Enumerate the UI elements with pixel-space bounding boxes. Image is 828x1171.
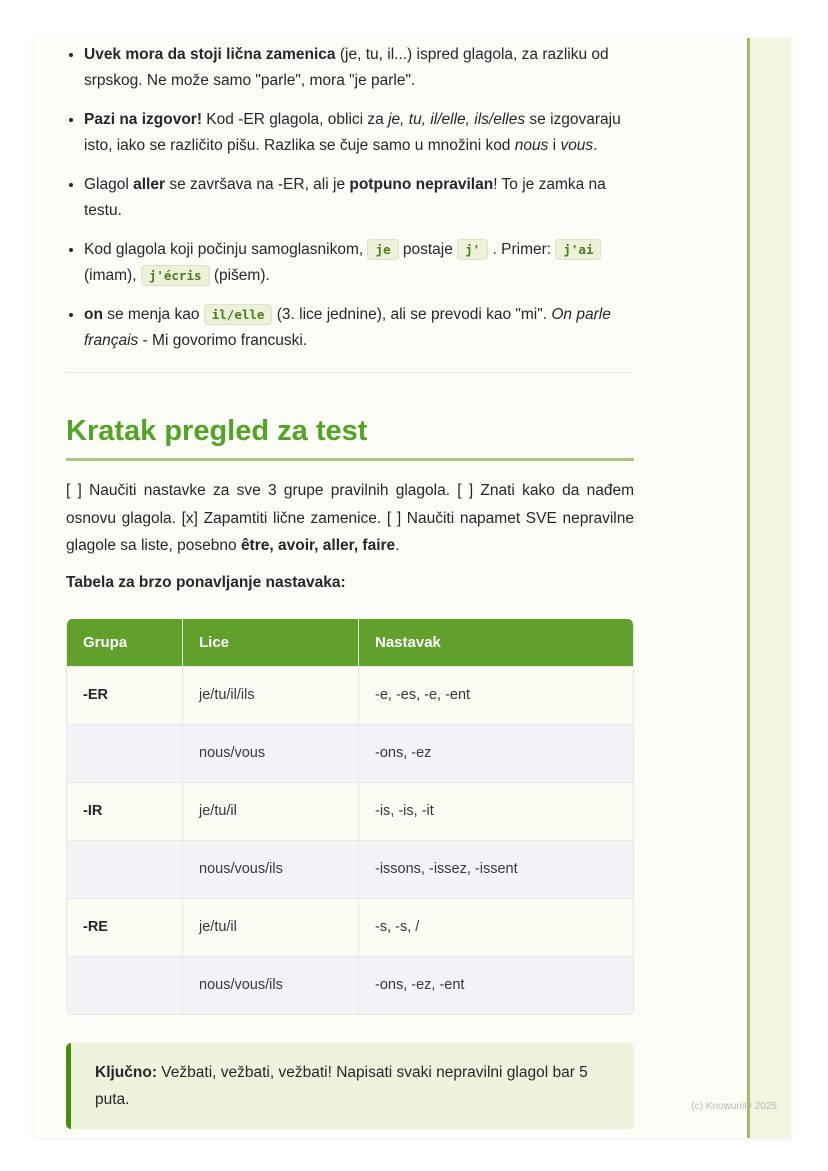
text-segment: [ ] Naučiti nastavke za sve 3 grupe pravilnih glagola. [ ] Znati kako da nađem osnovu glagola. [x] Zapamtiti lične zamenice. [ ] Naučiti napamet SVE nepravilne glagole sa liste, posebno	[66, 482, 634, 554]
text-segment: postaje	[398, 241, 458, 258]
cell-ending: -s, -s, /	[359, 898, 633, 956]
cell-group	[67, 840, 183, 898]
text-segment: ! To je zamka na testu.	[84, 176, 606, 219]
inline-code: il/elle	[204, 304, 273, 325]
cell-person: je/tu/il/ils	[183, 666, 359, 724]
endings-table-wrap	[66, 619, 634, 1015]
text-segment: Kod -ER glagola, oblici za	[202, 111, 389, 128]
cell-person: nous/vous/ils	[183, 840, 359, 898]
text-segment: vous	[560, 137, 594, 154]
table-row	[67, 782, 633, 840]
text-segment: Pazi na izgovor!	[84, 111, 202, 128]
endings-table-header-row	[67, 619, 633, 666]
note-page-card	[33, 38, 791, 1138]
inline-code: j'ai	[555, 239, 601, 260]
table-row	[67, 898, 633, 956]
list-item	[84, 302, 634, 354]
cell-ending: -ons, -ez, -ent	[359, 956, 633, 1014]
endings-table	[67, 619, 633, 1014]
decorative-side-strip	[747, 38, 791, 1138]
cell-group: -IR	[67, 782, 183, 840]
cell-ending: -e, -es, -e, -ent	[359, 666, 633, 724]
cell-person: nous/vous/ils	[183, 956, 359, 1014]
copyright-watermark: (c) Knowunity 2025	[691, 1101, 777, 1112]
text-segment: (3. lice jednine), ali se prevodi kao "mi".	[272, 306, 552, 323]
table-row	[67, 840, 633, 898]
text-segment: se završava na -ER, ali je	[165, 176, 350, 193]
cell-person: je/tu/il	[183, 782, 359, 840]
cell-ending: -issons, -issez, -issent	[359, 840, 633, 898]
text-segment: (imam),	[84, 267, 141, 284]
text-segment: . Primer:	[488, 241, 556, 258]
table-row	[67, 666, 633, 724]
section-divider	[66, 372, 634, 373]
section-heading: Kratak pregled za test	[66, 415, 634, 461]
text-segment: potpuno nepravilan	[349, 176, 494, 193]
text-segment: se menja kao	[102, 306, 204, 323]
cell-group	[67, 956, 183, 1014]
text-segment: .	[395, 537, 400, 554]
cell-ending: -ons, -ez	[359, 724, 633, 782]
text-segment: se izgovaraju isto, iako se različito pišu. Razlika se čuje samo u množini kod	[84, 111, 621, 154]
note-content	[66, 38, 634, 1129]
text-segment: .	[593, 137, 598, 154]
text-segment: nous	[514, 137, 549, 154]
cell-ending: -is, -is, -it	[359, 782, 633, 840]
table-row	[67, 724, 633, 782]
callout-label: Ključno:	[95, 1063, 157, 1081]
text-segment: On parle français	[84, 306, 611, 349]
text-segment: être, avoir, aller, faire	[240, 537, 396, 554]
text-segment: - Mi govorimo francuski.	[138, 332, 308, 349]
text-segment: (pišem).	[209, 267, 270, 284]
key-takeaway-callout	[66, 1043, 634, 1129]
inline-code: je	[367, 239, 398, 260]
cell-group	[67, 724, 183, 782]
list-item	[84, 42, 634, 94]
text-segment: je, tu, il/elle, ils/elles	[388, 111, 526, 128]
list-item	[84, 172, 634, 224]
notes-list	[66, 42, 634, 354]
inline-code: j'écris	[141, 265, 210, 286]
list-item	[84, 107, 634, 159]
inline-code: j'	[457, 239, 488, 260]
list-item	[84, 237, 634, 289]
column-header-ending: Nastavak	[359, 619, 633, 666]
text-segment: Kod glagola koji počinju samoglasnikom,	[84, 241, 368, 258]
column-header-group: Grupa	[67, 619, 183, 666]
cell-person: je/tu/il	[183, 898, 359, 956]
table-intro: Tabela za brzo ponavljanje nastavaka:	[66, 573, 346, 591]
text-segment: aller	[133, 176, 166, 193]
text-segment: Glagol	[84, 176, 134, 193]
text-segment: i	[548, 137, 561, 154]
callout-text: Vežbati, vežbati, vežbati! Napisati svaki nepravilni glagol bar 5 puta.	[95, 1063, 588, 1108]
endings-table-body	[67, 666, 633, 1014]
text-segment: (je, tu, il...) ispred glagola, za razliku od srpskog. Ne može samo "parle", mora "je parle".	[84, 46, 609, 89]
cell-group: -ER	[67, 666, 183, 724]
cell-person: nous/vous	[183, 724, 359, 782]
text-segment: on	[84, 306, 103, 323]
text-segment: Uvek mora da stoji lična zamenica	[84, 46, 336, 63]
checklist-paragraph	[66, 477, 634, 560]
cell-group: -RE	[67, 898, 183, 956]
column-header-person: Lice	[183, 619, 359, 666]
table-row	[67, 956, 633, 1014]
